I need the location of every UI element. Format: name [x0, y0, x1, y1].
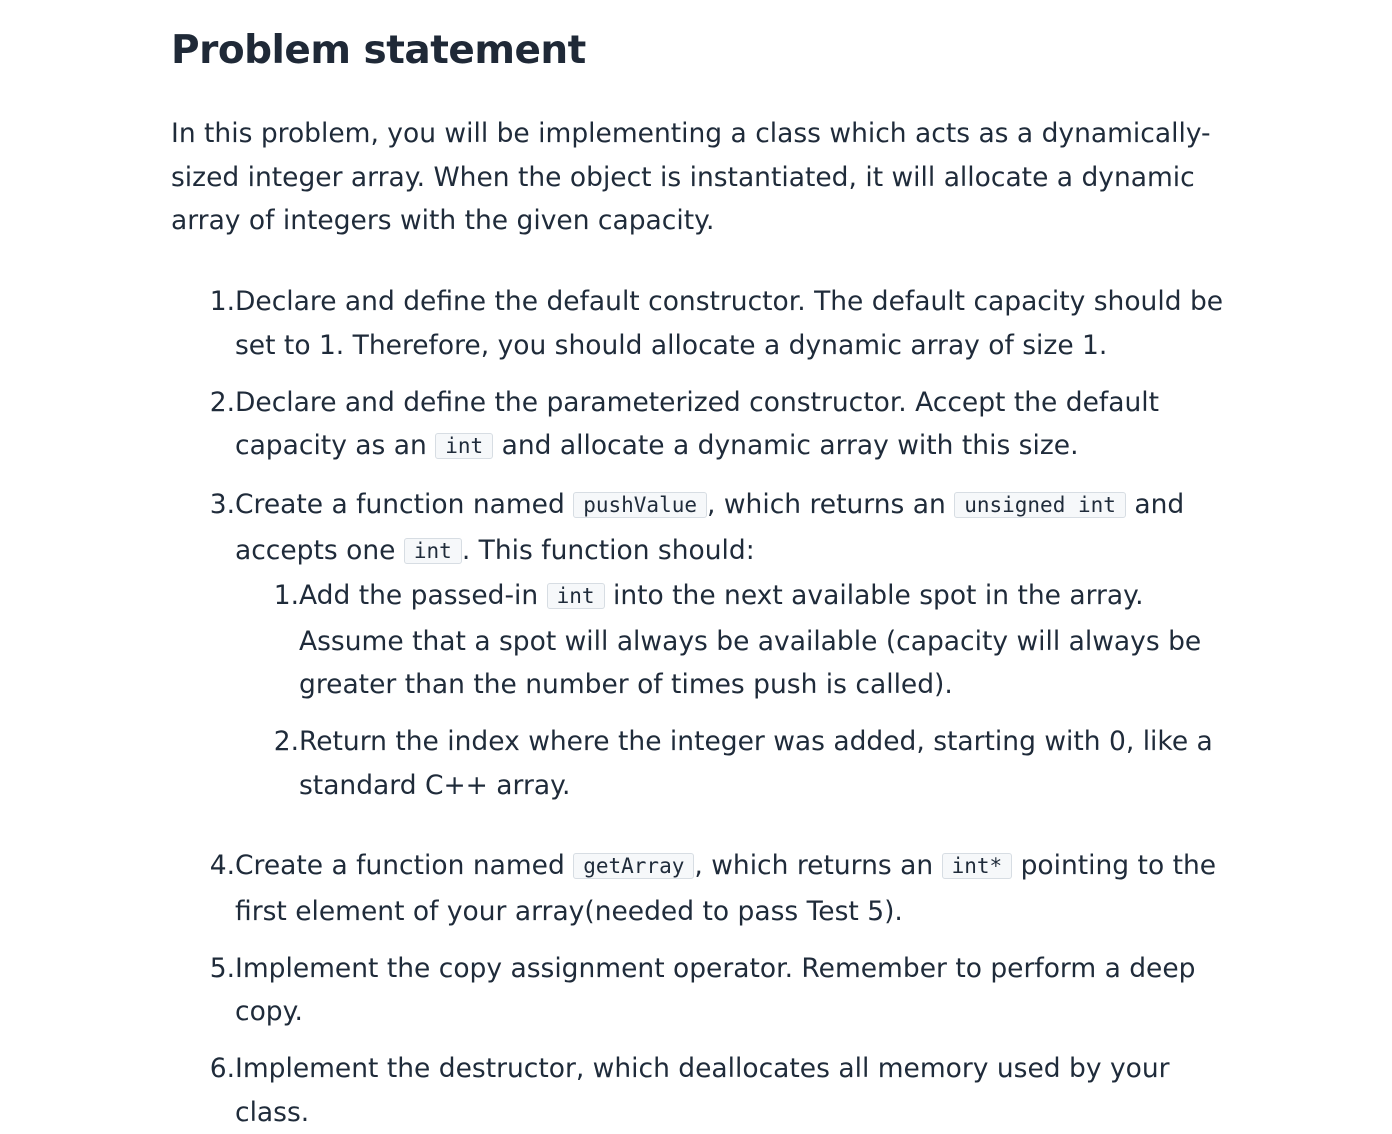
- list-number: 2.: [209, 386, 235, 418]
- item-text: Implement the destructor, which deallocates all memory used by your class.: [235, 1053, 1170, 1128]
- inline-code: pushValue: [573, 492, 707, 518]
- list-item: [171, 280, 1231, 367]
- list-number: 3.: [209, 489, 235, 520]
- item-text: , which returns an: [707, 489, 955, 520]
- list-item: [171, 1047, 1231, 1134]
- list-item: [171, 947, 1231, 1034]
- inline-code: getArray: [573, 853, 694, 879]
- item-text: . This function should:: [461, 534, 755, 566]
- nested-list: [235, 574, 1231, 807]
- sub-list-item: [235, 574, 1231, 707]
- list-number: 6.: [209, 1053, 235, 1084]
- inline-code: int: [404, 538, 462, 564]
- sub-list-item: [235, 720, 1231, 807]
- item-text: , which returns an: [694, 850, 942, 881]
- list-number: 2.: [273, 726, 299, 757]
- inline-code: int*: [942, 853, 1013, 879]
- intro-paragraph: In this problem, you will be implementing a class which acts as a dynamically-sized integer array. When the object is instantiated, it will allocate a dynamic array of integers with the given capacity.: [171, 118, 1211, 236]
- inline-code: int: [547, 583, 605, 609]
- item-text: into the next available spot in the array. Assume that a spot will always be available (capacity will always be greater than the number of times push is called).: [299, 580, 1202, 700]
- page-title: Problem statement: [171, 28, 586, 73]
- item-text: Declare and define the default constructor. The default capacity should be set to 1. Therefore, you should allocate a dynamic array of size 1.: [235, 286, 1224, 361]
- list-number: 1.: [273, 580, 299, 611]
- item-text: Create a function named: [235, 489, 574, 520]
- list-number: 1.: [209, 286, 235, 317]
- list-item: [171, 483, 1231, 807]
- list-item: [171, 381, 1231, 470]
- item-text: pointing to the first element of your array(needed to pass Test 5).: [235, 850, 1217, 927]
- list-item: [171, 844, 1231, 933]
- inline-code: int: [435, 433, 493, 459]
- requirements-list: [171, 280, 1231, 1134]
- list-number: 5.: [209, 952, 235, 984]
- inline-code: unsigned int: [954, 492, 1126, 518]
- item-text: Add the passed-in: [299, 580, 547, 611]
- item-text: Create a function named: [235, 850, 574, 881]
- item-text: Implement the copy assignment operator. Remember to perform a deep copy.: [235, 952, 1196, 1027]
- item-text: and accepts one: [235, 489, 1185, 566]
- item-text: and allocate a dynamic array with this size.: [493, 430, 1079, 461]
- list-number: 4.: [209, 850, 235, 881]
- item-text: Declare and define the parameterized constructor. Accept the default capacity as an: [235, 386, 1160, 461]
- item-text: Return the index where the integer was added, starting with 0, like a standard C++ array.: [299, 726, 1213, 801]
